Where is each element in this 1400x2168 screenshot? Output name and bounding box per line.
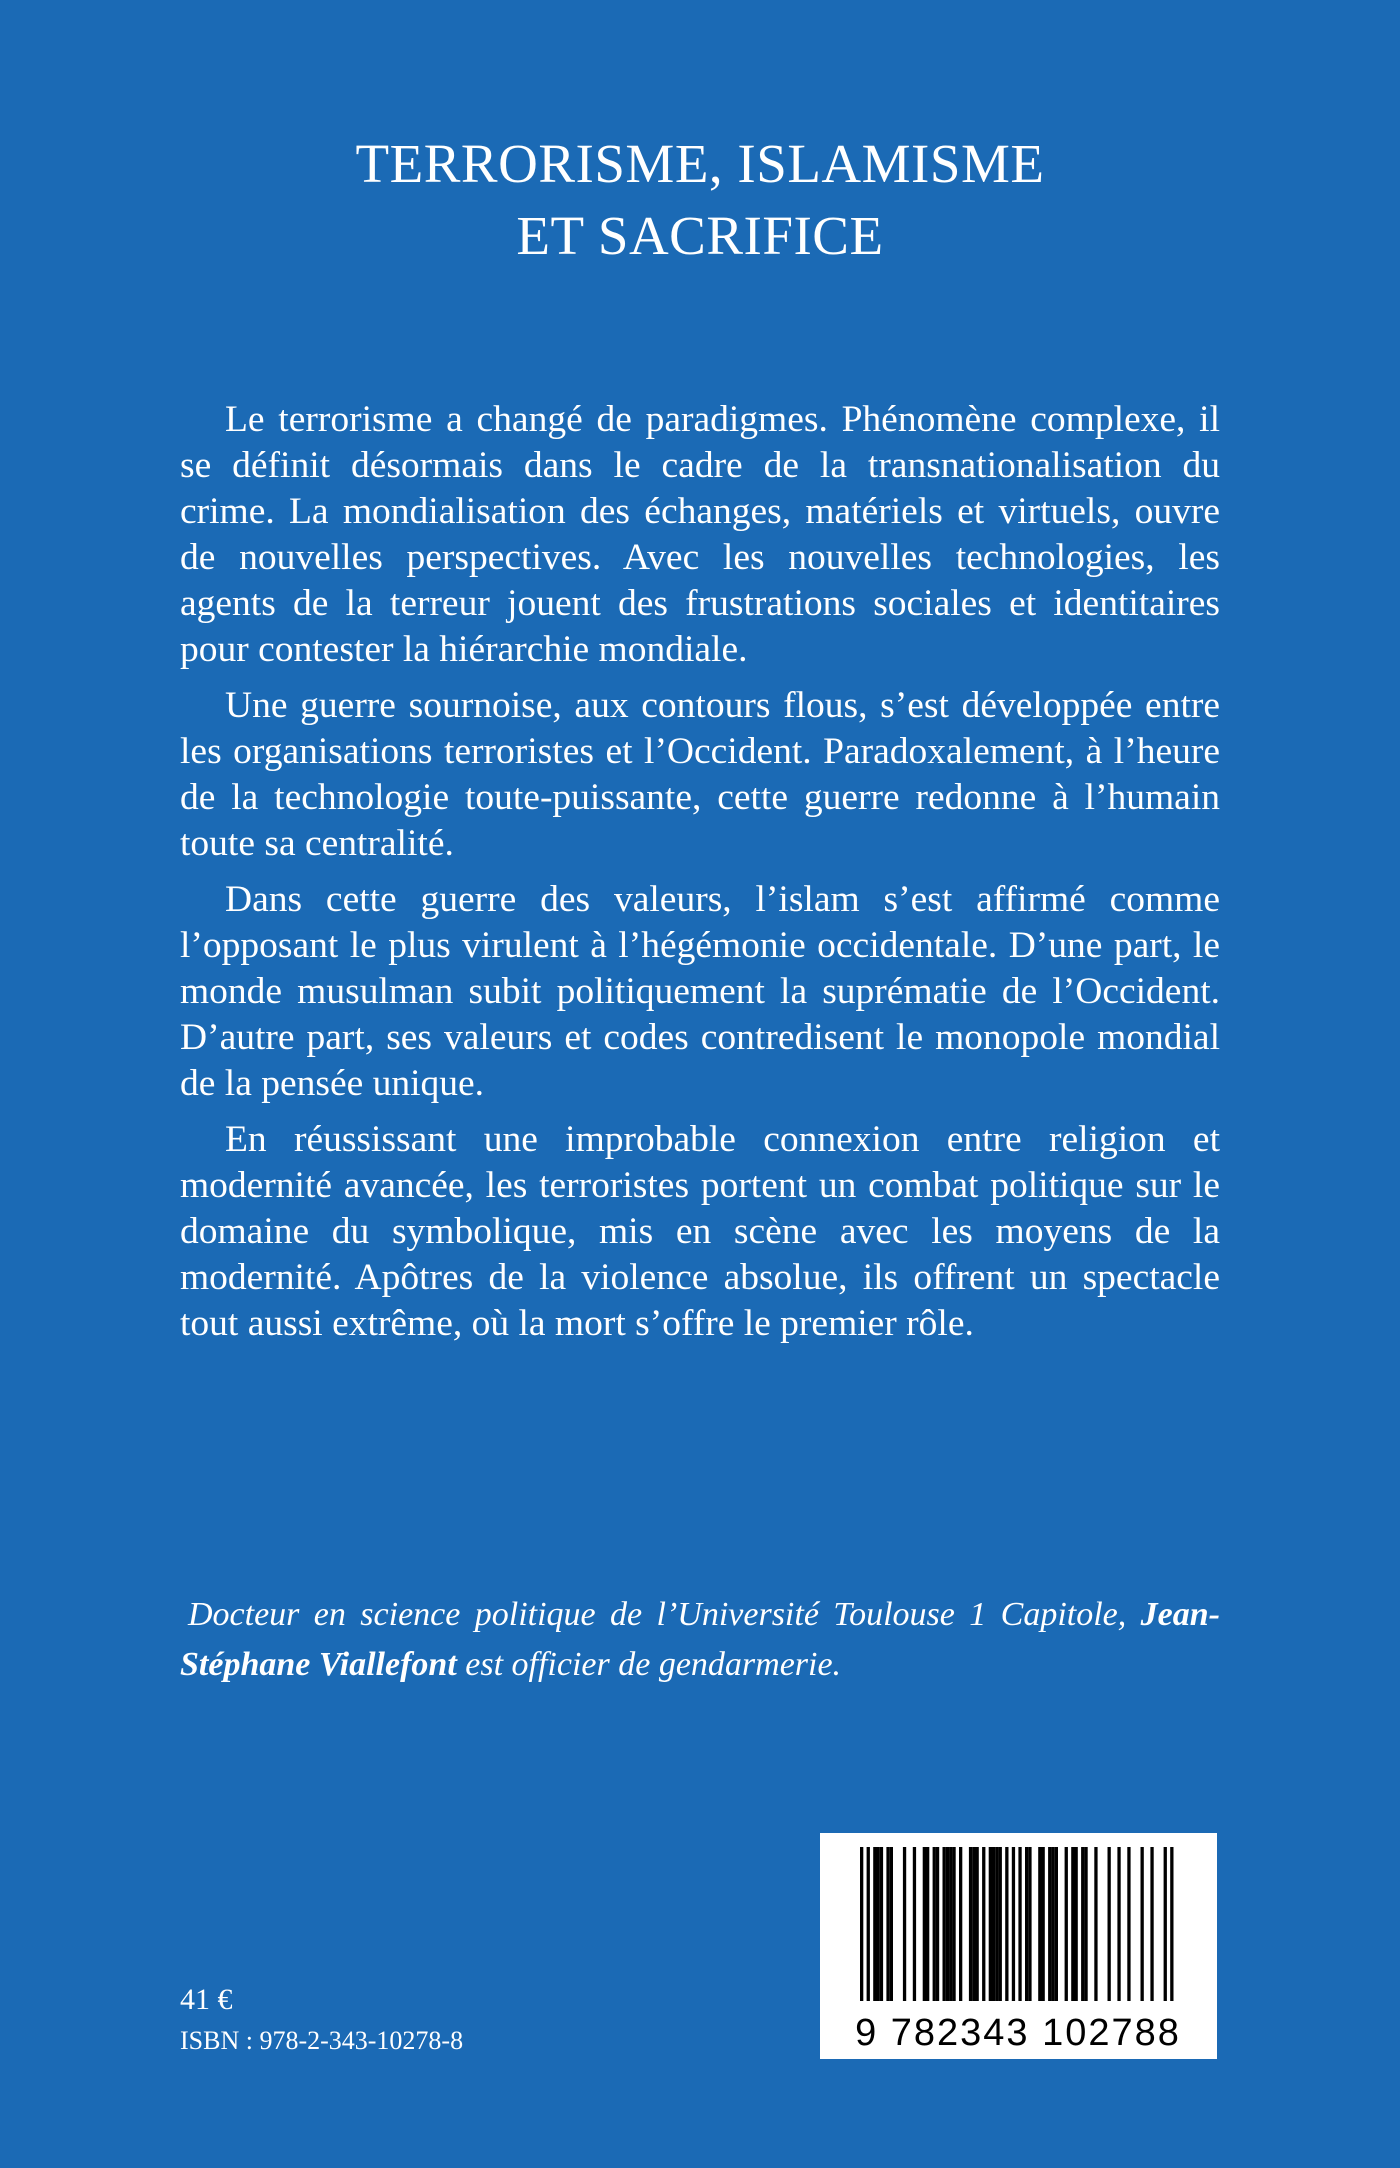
barcode [820,1833,1217,2059]
barcode-bar [1084,1847,1087,2001]
barcode-bar [1055,1847,1058,2001]
barcode-bar [1170,1847,1173,2001]
barcode-bar [1071,1847,1074,2001]
barcode-bar [1038,1847,1041,2001]
barcode-bar [1028,1847,1031,2001]
barcode-bar [1012,1847,1015,2001]
barcode-bar [1081,1847,1084,2001]
blurb [180,397,1220,1357]
barcode-bar [886,1847,889,2001]
barcode-bar [976,1847,979,2001]
barcode-bar [952,1847,955,2001]
barcode-bar [992,1847,995,2001]
barcode-bar [989,1847,992,2001]
blurb-paragraph-2: Une guerre sournoise, aux contours flous, s’est développée entre les organisations terroristes et l’Occident. Paradoxalement, à l’heure de la technologie toute-puissante, cette guerre redonne à l’humain toute sa centralité. [180,685,1220,864]
barcode-bar [1127,1847,1130,2001]
barcode-bar [860,1847,863,2001]
blurb-paragraph-1: Le terrorisme a changé de paradigmes. Phénomène complexe, il se définit désormais dans le cadre de la transnationalisation du crime. La mondialisation des échanges, matériels et virtuels, ouvre de nouvelles perspectives. Avec les nouvelles technologies, les agents de la terreur jouent des frustrations sociales et identitaires pour contester la hiérarchie mondiale. [180,399,1220,670]
barcode-bar [1018,1847,1021,2001]
barcode-bar [873,1847,876,2001]
barcode-bar [1108,1847,1111,2001]
blurb-paragraph-4: En réussissant une improbable connexion entre religion et modernité avancée, les terroristes portent un combat politique sur le domaine du symbolique, mis en scène avec les moyens de la modernité. Apôtres de la violence absolue, ils offrent un spectacle tout aussi extrême, où la mort s’offre le premier rôle. [180,1119,1220,1344]
barcode-bar [923,1847,926,2001]
barcode-bar [1048,1847,1051,2001]
barcode-bar [999,1847,1002,2001]
barcode-bar [867,1847,870,2001]
barcode-image [820,1833,1217,2059]
barcode-bar [959,1847,962,2001]
barcode-bar [877,1847,880,2001]
barcode-bar [982,1847,985,2001]
barcode-bar [1150,1847,1153,2001]
author-bio-outro: est officier de gendarmerie. [456,1646,842,1683]
barcode-bar [1065,1847,1068,2001]
barcode-bar [1141,1847,1144,2001]
author-bio-intro: Docteur en science politique de l’Université Toulouse 1 Capitole, [188,1596,1141,1633]
barcode-bar [1094,1847,1097,2001]
isbn: ISBN : 978-2-343-10278-8 [180,2026,464,2055]
title-line-1: TERRORISME, ISLAMISME [355,133,1045,194]
barcode-bar [1005,1847,1008,2001]
author-bio [180,1590,1220,1690]
barcode-bar [903,1847,906,2001]
price: 41 € [180,1983,233,2016]
barcode-bar [926,1847,929,2001]
barcode-bar [936,1847,939,2001]
barcode-bar [943,1847,946,2001]
barcode-bar [933,1847,936,2001]
barcode-bar [880,1847,883,2001]
barcode-bar [946,1847,949,2001]
blurb-paragraph-3: Dans cette guerre des valeurs, l’islam s’est affirmé comme l’opposant le plus virulent à l’hégémonie occidentale. D’une part, le monde musulman subit politiquement la suprématie de l’Occident. D’autre part, ses valeurs et codes contredisent le monopole mondial de la pensée unique. [180,879,1220,1104]
barcode-bar [949,1847,952,2001]
barcode-bar [890,1847,893,2001]
author-name: Jean-Stéphane Viallefont [180,1596,1220,1683]
barcode-digits: 9 782343 102788 [855,2012,1181,2054]
barcode-bar [972,1847,975,2001]
barcode-bar [1051,1847,1054,2001]
barcode-bar [1117,1847,1120,2001]
barcode-bar [995,1847,998,2001]
barcode-bar [1164,1847,1167,2001]
title-line-2: ET SACRIFICE [516,205,884,266]
barcode-bar [1042,1847,1045,2001]
barcode-bar [1075,1847,1078,2001]
barcode-bar [913,1847,916,2001]
barcode-bar [969,1847,972,2001]
book-title [0,128,1400,272]
barcode-bar [1025,1847,1028,2001]
